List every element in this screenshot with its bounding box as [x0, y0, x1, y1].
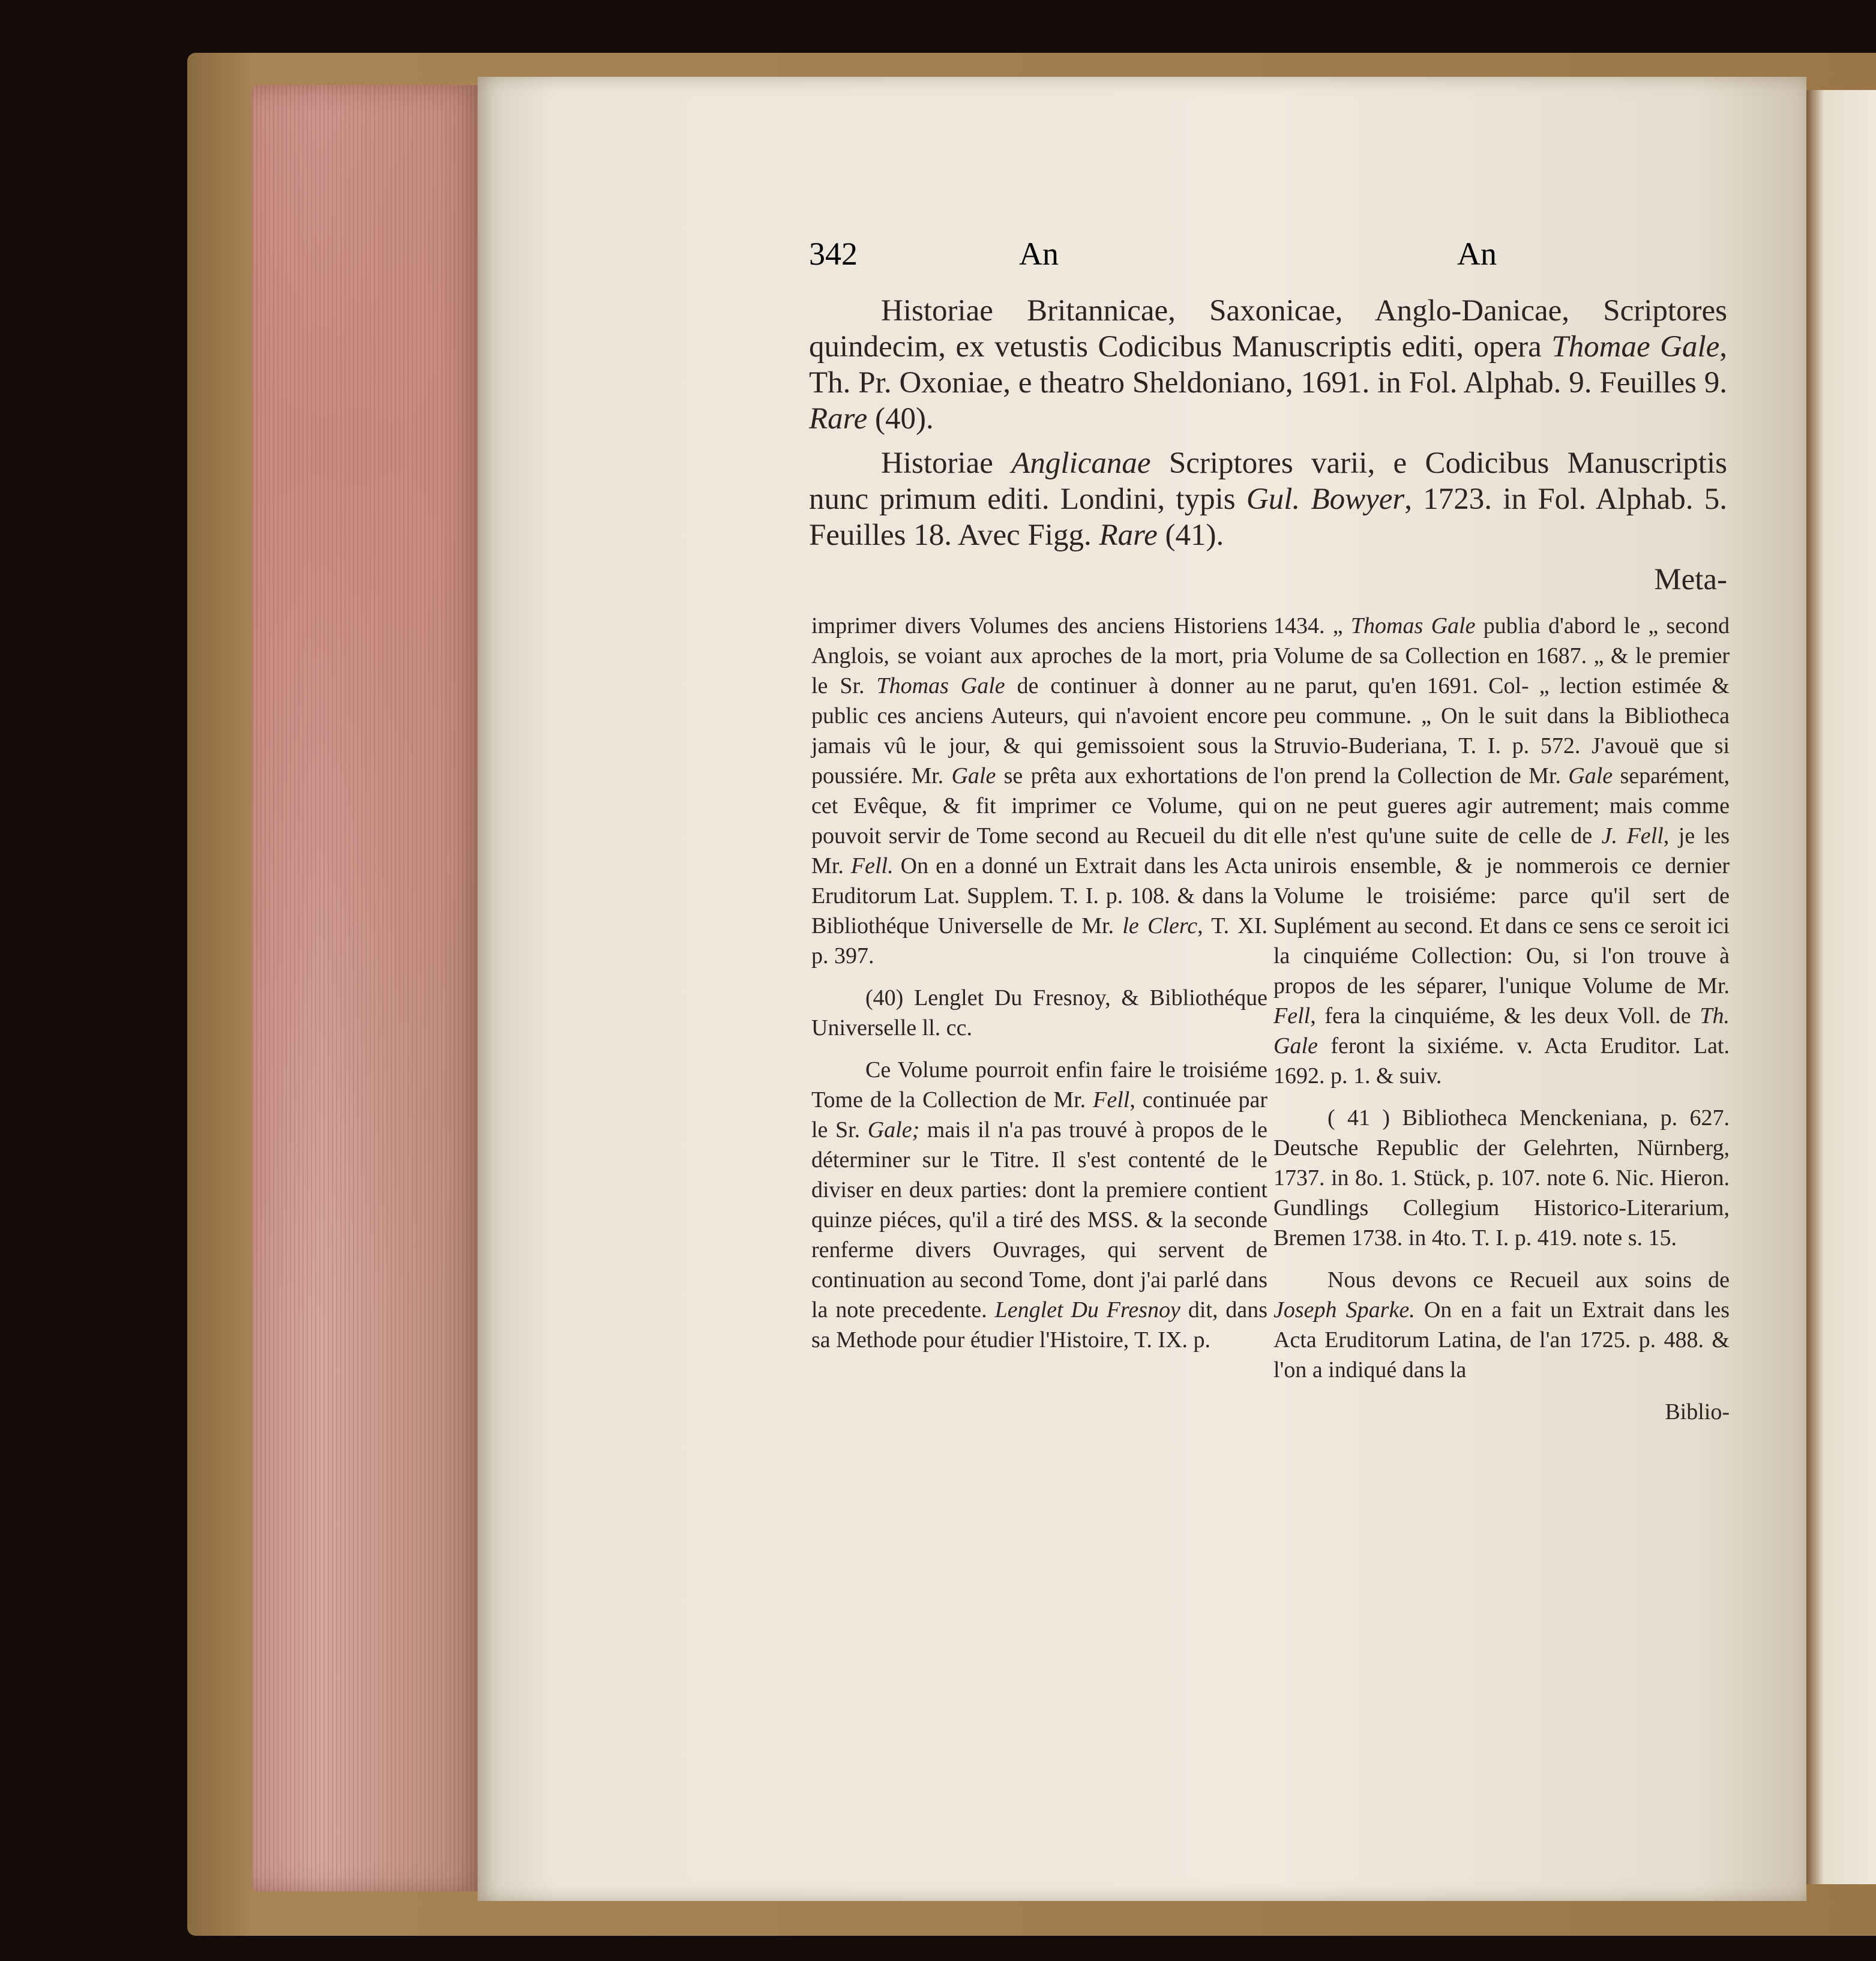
catchword-right: Biblio- — [1665, 1399, 1730, 1425]
catchword-main: Meta- — [1654, 563, 1727, 596]
entry-historiae-britannicae: Historiae Britannicae, Saxonicae, Anglo-Danicae, Scriptores quindecim, ex vetustis Codicibus Manuscriptis editi, opera Thomae Gale, Th. Pr. Oxoniae, e theatro Sheldoniano, 1691. in Fol. Alphab. 9. Feuilles 9. Rare (40). — [809, 294, 1727, 436]
main-entries — [809, 293, 1727, 606]
running-head-left: An — [1019, 236, 1059, 272]
footnote-40: (40) Lenglet Du Fresnoy, & Bibliothéque Universelle ll. cc. — [811, 985, 1267, 1041]
facing-page-edge — [1806, 90, 1876, 1884]
running-header — [809, 235, 1727, 277]
entry-historiae-anglicanae: Historiae Anglicanae Scriptores varii, e Codicibus Manuscriptis nunc primum editi. Londini, typis Gul. Bowyer, 1723. in Fol. Alphab. 5. Feuilles 18. Avec Figg. Rare (41). — [809, 446, 1728, 552]
left-note-paragraph-2: Ce Volume pourroit enfin faire le troisiéme Tome de la Collection de Mr. Fell, continuée par le Sr. Gale; mais il n'a pas trouvé à propos de le déterminer sur le Titre. Il s'est contenté de le diviser en deux parties: dont la premiere contient quinze piéces, qu'il a tiré des MSS. & la seconde renferme divers Ouvrages, qui servent de continuation au second Tome, dont j'ai parlé dans la note precedente. Lenglet Du Fresnoy dit, dans sa Methode pour étudier l'Histoire, T. IX. p. — [811, 1057, 1268, 1353]
running-head-right: An — [1457, 236, 1497, 272]
right-note-paragraph-1: 1434. „ Thomas Gale publia d'abord le „ second Volume de sa Collection en 1687. „ & le premier ne parut, qu'en 1691. Col- „ lection estimée & peu commune. „ On le suit dans la Bibliotheca Struvio-Buderiana, T. I. p. 572. J'avouë que si l'on prend la Collection de Mr. Gale separément, on ne peut gueres agir autrement; mais comme elle n'est qu'une suite de celle de J. Fell, je les unirois ensemble, & je nommerois ce dernier Volume le troisiéme: parce qu'il sert de Suplément au second. Et dans ce sens ce seroit ici la cinquiéme Collection: Ou, si l'on trouve à propos de les séparer, l'unique Volume de Mr. Fell, fera la cinquiéme, & les deux Voll. de Th. Gale feront la sixiéme. v. Acta Eruditor. Lat. 1692. p. 1. & suiv. — [1273, 613, 1730, 1089]
page-number: 342 — [809, 236, 858, 272]
footnote-41: ( 41 ) Bibliotheca Menckeniana, p. 627. Deutsche Republic der Gelehrten, Nürnberg, 1737. in 8o. 1. Stück, p. 107. note 6. Nic. Hieron. Gundlings Collegium Historico-Literarium, Bremen 1738. in 4to. T. I. p. 419. note s. 15. — [1273, 1105, 1730, 1251]
right-note-paragraph-2: Nous devons ce Recueil aux soins de Joseph Sparke. On en a fait un Extrait dans les Acta Eruditorum Latina, de l'an 1725. p. 488. & l'on a indiqué dans la — [1273, 1267, 1730, 1383]
page-fore-edge — [252, 85, 481, 1891]
left-note-paragraph-1: imprimer divers Volumes des anciens Historiens Anglois, se voiant aux aproches de la mort, pria le Sr. Thomas Gale de continuer à donner au public ces anciens Auteurs, qui n'avoient encore jamais vû le jour, & qui gemissoient sous la poussiére. Mr. Gale se prêta aux exhortations de cet Evêque, & fit imprimer ce Volume, qui pouvoit servir de Tome second au Recueil du dit Mr. Fell. On en a donné un Extrait dans les Acta Eruditorum Lat. Supplem. T. I. p. 108. & dans la Bibliothéque Universelle de Mr. le Clerc, T. XI. p. 397. — [811, 613, 1267, 968]
right-column-notes — [1273, 611, 1730, 1427]
left-column-notes — [811, 611, 1267, 1367]
